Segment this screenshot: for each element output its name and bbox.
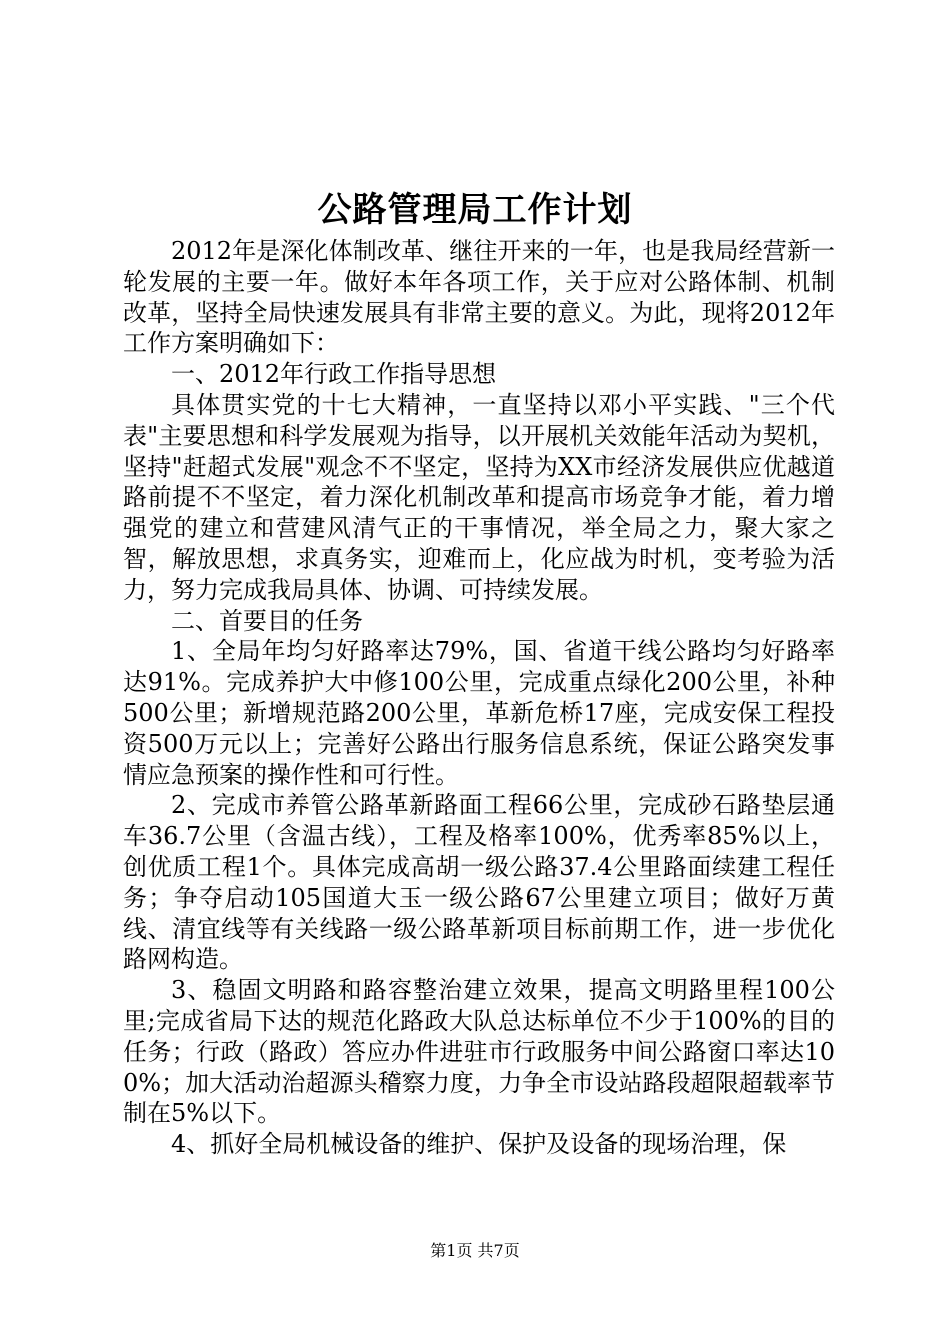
paragraph-task-2: 2、完成市养管公路革新路面工程66公里，完成砂石路垫层通车36.7公里（含温古线），工程及格率100%，优秀率85%以上，创优质工程1个。具体完成高胡一级公路37.4公里路面续建工程任务；争夺启动105国道大玉一级公路67公里建立项目；做好万黄线、清宜线等有关线路一级公路革新项目标前期工作，进一步优化路网构造。 <box>123 791 835 974</box>
document-body <box>123 236 835 1160</box>
page-number-footer: 第1页 共7页 <box>430 1241 520 1260</box>
paragraph-task-4: 4、抓好全局机械设备的维护、保护及设备的现场治理，保 <box>171 1130 787 1159</box>
document-title: 公路管理局工作计划 <box>317 190 633 230</box>
paragraph-task-3: 3、稳固文明路和路容整治建立效果，提高文明路里程100公里;完成省局下达的规范化路政大队总达标单位不少于100%的目的任务；行政（路政）答应办件进驻市行政服务中间公路窗口率达100%；加大活动治超源头稽察力度，力争全市设站路段超限超载率节制在5%以下。 <box>123 976 835 1128</box>
paragraph-task-1: 1、全局年均匀好路率达79%，国、省道干线公路均匀好路率达91%。完成养护大中修100公里，完成重点绿化200公里，补种500公里；新增规范路200公里，革新危桥17座，完成安保工程投资500万元以上；完善好公路出行服务信息系统，保证公路突发事情应急预案的操作性和可行性。 <box>123 637 835 789</box>
section-heading-guiding-thought: 一、2012年行政工作指导思想 <box>171 360 497 389</box>
section-heading-main-tasks: 二、首要目的任务 <box>171 606 363 635</box>
paragraph-intro: 2012年是深化体制改革、继往开来的一年，也是我局经营新一轮发展的主要一年。做好本年各项工作，关于应对公路体制、机制改革，坚持全局快速发展具有非常主要的意义。为此，现将2012年工作方案明确如下： <box>123 237 835 358</box>
paragraph-guiding-thought: 具体贯实党的十七大精神，一直坚持以邓小平实践、"三个代表"主要思想和科学发展观为指导，以开展机关效能年活动为契机，坚持"赶超式发展"观念不不坚定，坚持为XX市经济发展供应优越道路前提不不坚定，着力深化机制改革和提高市场竞争才能，着力增强党的建立和营建风清气正的干事情况，举全局之力，聚大家之智，解放思想，求真务实，迎难而上，化应战为时机，变考验为活力，努力完成我局具体、协调、可持续发展。 <box>123 390 835 604</box>
